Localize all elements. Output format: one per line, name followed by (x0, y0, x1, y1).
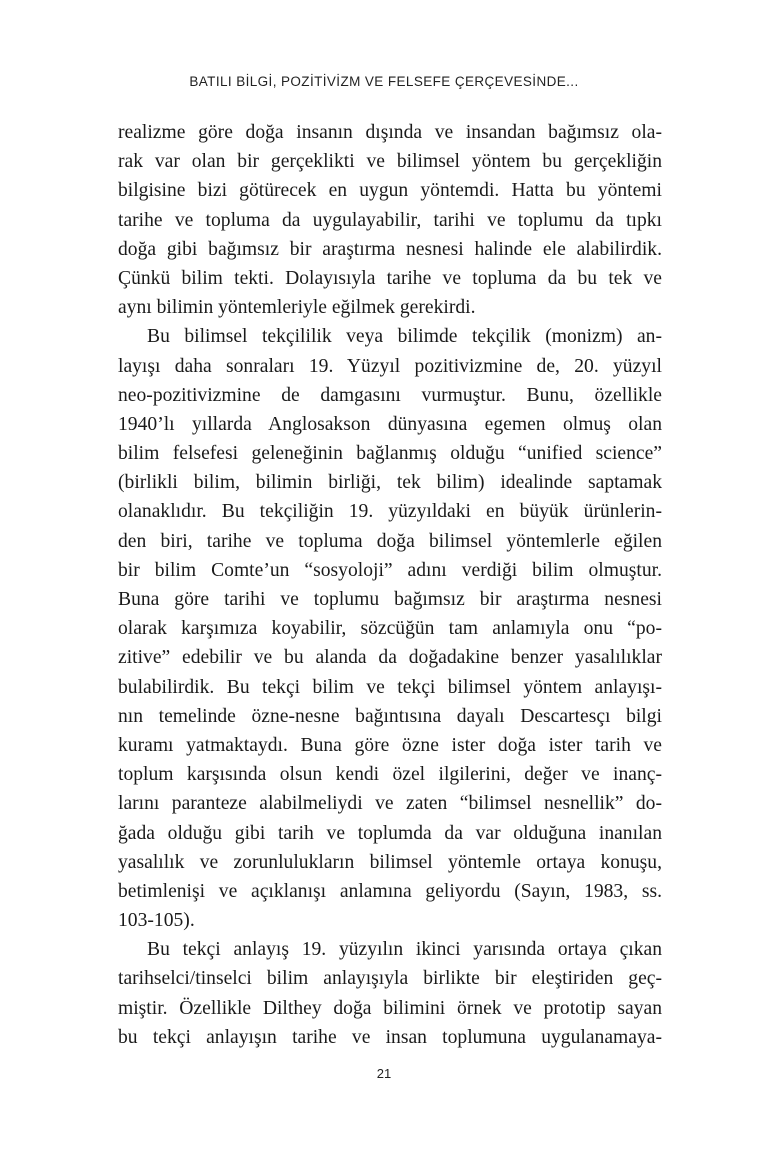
text-line: yasalılık ve zorunlulukların bilimsel yöntemle ortaya konuşu, (118, 851, 662, 873)
text-line: den biri, tarihe ve topluma doğa bilimsel yöntemlerle eğilen (118, 530, 662, 552)
text-line: bilgisine bizi götürecek en uygun yöntemdi. Hatta bu yöntemi (118, 180, 662, 202)
text-line: olarak karşımıza koyabilir, sözcüğün tam anlamıyla onu “po- (118, 618, 662, 640)
text-line: bu tekçi anlayışın tarihe ve insan toplumuna uygulanamaya- (118, 1026, 662, 1048)
text-line: bilim felsefesi geleneğinin bağlanmış olduğu “unified science” (118, 443, 662, 465)
text-line: bulabilirdik. Bu tekçi bilim ve tekçi bilimsel yöntem anlayışı- (118, 676, 662, 698)
paragraph (118, 118, 662, 322)
paragraph (118, 935, 662, 1052)
paragraph (118, 322, 662, 935)
text-line: miştir. Özellikle Dilthey doğa bilimini örnek ve prototip sayan (118, 997, 662, 1019)
text-line: olanaklıdır. Bu tekçiliğin 19. yüzyıldaki en büyük ürünlerin- (118, 501, 662, 523)
text-line: tarihselci/tinselci bilim anlayışıyla birlikte bir eleştiriden geç- (118, 968, 662, 990)
text-line: Buna göre tarihi ve toplumu bağımsız bir araştırma nesnesi (118, 589, 662, 610)
text-line: betimlenişi ve açıklanışı anlamına geliyordu (Sayın, 1983, ss. (118, 880, 662, 902)
text-line: tarihe ve topluma da uygulayabilir, tarihi ve toplumu da tıpkı (118, 209, 662, 231)
text-line: layışı daha sonraları 19. Yüzyıl pozitivizmine de, 20. yüzyıl (118, 355, 662, 377)
text-line: toplum karşısında olsun kendi özel ilgilerini, değer ve inanç- (118, 764, 662, 786)
text-line: (birlikli bilim, bilimin birliği, tek bilim) idealinde saptamak (118, 472, 662, 494)
text-line: aynı bilimin yöntemleriyle eğilmek gerekirdi. (118, 297, 476, 319)
text-line: 103-105). (118, 910, 195, 932)
text-line: realizme göre doğa insanın dışında ve insandan bağımsız ola- (118, 122, 662, 143)
text-line: rak var olan bir gerçeklikti ve bilimsel yöntem bu gerçekliğin (118, 151, 662, 173)
body-text (118, 118, 662, 1052)
text-line: 1940’lı yıllarda Anglosakson dünyasına egemen olmuş olan (118, 413, 662, 435)
text-line: Çünkü bilim tekti. Dolayısıyla tarihe ve topluma da bu tek ve (118, 267, 662, 289)
running-head: BATILI BİLGİ, POZİTİVİZM VE FELSEFE ÇERÇEVESİNDE... (189, 74, 579, 89)
text-line: nın temelinde özne-nesne bağıntısına dayalı Descartesçı bilgi (118, 705, 662, 727)
text-line: ğada olduğu gibi tarih ve toplumda da var olduğuna inanılan (118, 822, 662, 844)
text-line: kuramı yatmaktaydı. Buna göre özne ister doğa ister tarih ve (118, 734, 662, 756)
text-line: neo-pozitivizmine de damgasını vurmuştur. Bunu, özellikle (118, 384, 662, 406)
text-line: bir bilim Comte’un “sosyoloji” adını verdiği bilim olmuştur. (118, 559, 662, 581)
text-line: zitive” edebilir ve bu alanda da doğadakine benzer yasalılıklar (118, 647, 662, 669)
text-line: doğa gibi bağımsız bir araştırma nesnesi halinde ele alabilirdik. (118, 238, 662, 260)
page-number: 21 (376, 1066, 392, 1081)
text-line: larını paranteze alabilmeliydi ve zaten “bilimsel nesnellik” do- (118, 793, 662, 815)
text-line: Bu tekçi anlayış 19. yüzyılın ikinci yarısında ortaya çıkan (147, 939, 662, 961)
text-line: Bu bilimsel tekçililik veya bilimde tekçilik (monizm) an- (147, 326, 662, 348)
